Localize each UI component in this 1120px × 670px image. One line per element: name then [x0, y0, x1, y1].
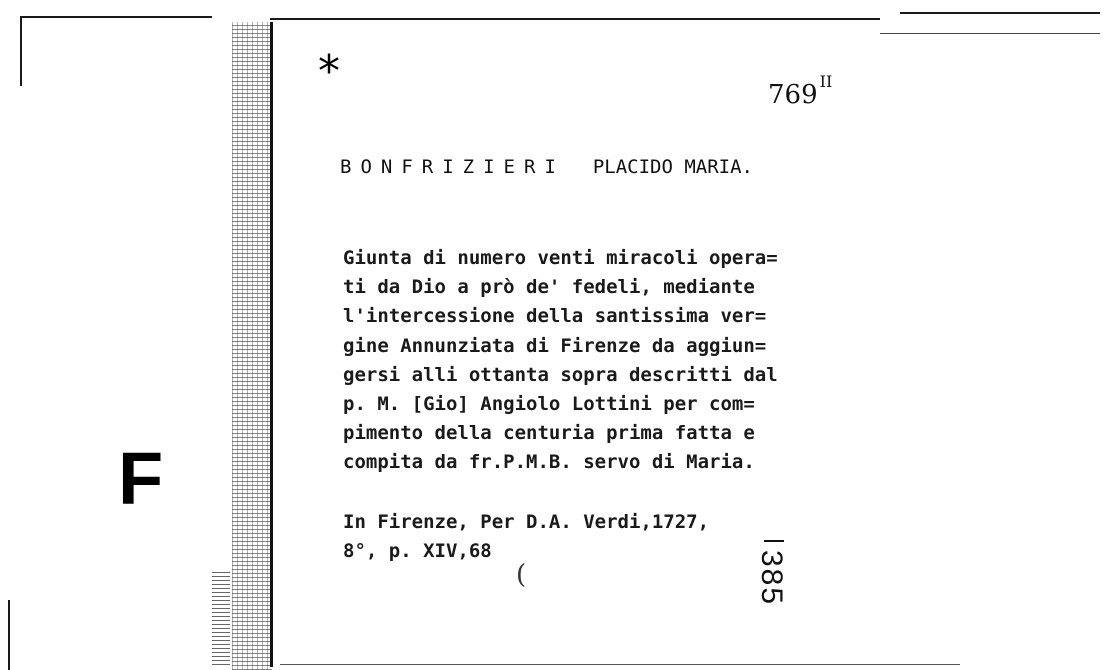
left-edge-line-lower [8, 600, 10, 670]
catalog-number [768, 72, 833, 110]
description-line: gersi alli ottanta sopra descritti dal [343, 363, 778, 386]
description-line: pimento della centuria prima fatta e [343, 422, 755, 445]
card-edge [270, 22, 273, 667]
description-line: compita da fr.P.M.B. servo di Maria. [343, 451, 755, 474]
description-line: Giunta di numero venti miracoli opera= [343, 247, 778, 269]
imprint-line: In Firenze, Per D.A. Verdi,1727, [343, 511, 710, 533]
shelf-mark: 385 [755, 550, 788, 607]
card-spine [232, 22, 272, 670]
description-line: p. M. [Gio] Angiolo Lottini per com= [343, 393, 755, 416]
top-rule-right-secondary [880, 33, 1100, 34]
spine-stub [212, 570, 230, 665]
handwritten-mark: ( [516, 560, 527, 590]
author-surname: BONFRIZIERI [340, 156, 565, 178]
top-rule-right [900, 12, 1100, 14]
author-given-names: PLACIDO MARIA. [592, 156, 753, 178]
left-edge-line [20, 16, 22, 86]
description-line: l'intercessione della santissima ver= [343, 305, 767, 328]
shelf-mark-tick [764, 540, 784, 542]
imprint-line: 8°, p. XIV,68 [343, 540, 492, 562]
description-line: gine Annunziata di Firenze da aggiun= [343, 334, 767, 357]
author-heading [340, 156, 900, 179]
description-line: ti da Dio a prò de' fedeli, mediante [343, 276, 755, 299]
asterisk-mark: * [318, 46, 340, 97]
top-rule-middle [270, 18, 880, 20]
title-description [343, 244, 883, 478]
top-rule-left [22, 16, 212, 18]
catalog-number-main: 769 [768, 80, 818, 110]
tab-letter: F [118, 437, 164, 520]
catalog-number-superscript: II [819, 72, 833, 91]
bottom-rule [280, 664, 960, 665]
